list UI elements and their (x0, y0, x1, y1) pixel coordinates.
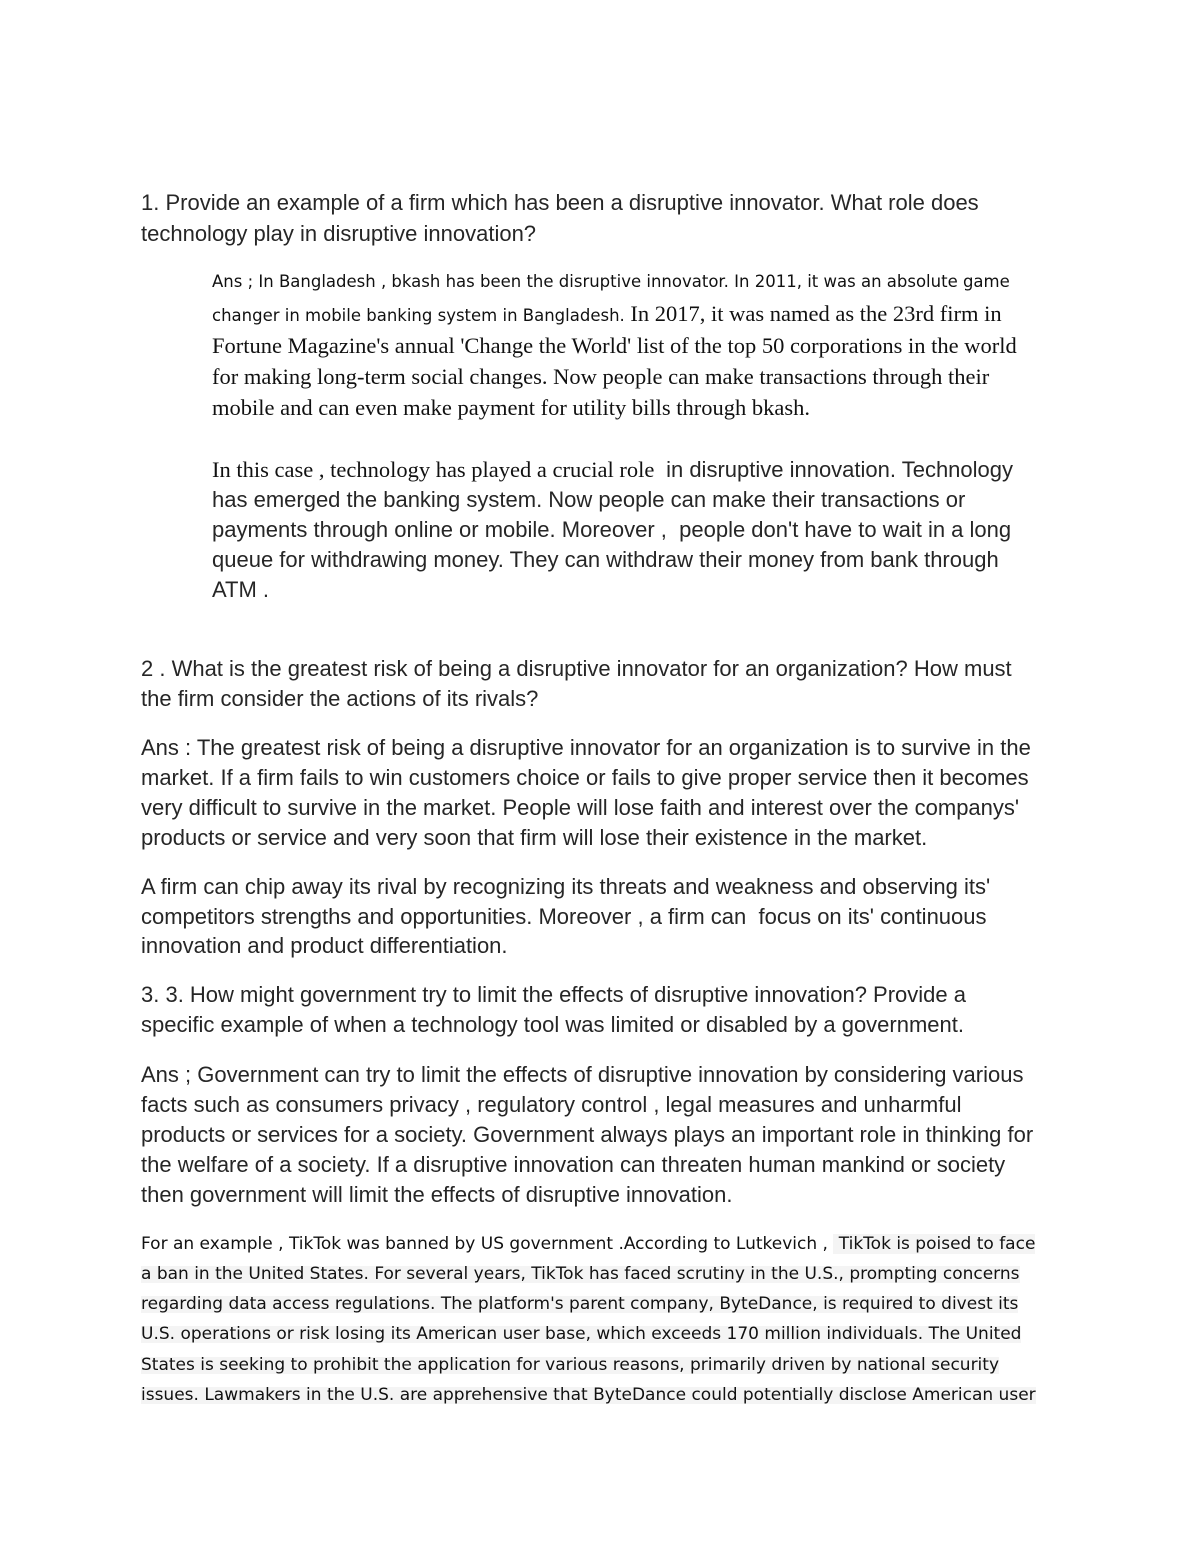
question-1-line: technology play in disruptive innovation? (141, 221, 537, 246)
answer-1-line (212, 303, 1002, 326)
question-3-line: specific example of when a technology tool was limited or disabled by a government. (141, 1012, 965, 1037)
answer-3-line: States is seeking to prohibit the application for various reasons, primarily driven by national security (141, 1355, 1000, 1375)
answer-1-line: has emerged the banking system. Now people can make their transactions or (212, 487, 966, 512)
answer-1-line (212, 459, 1013, 482)
answer-2-line: A firm can chip away its rival by recognizing its threats and weakness and observing its' (141, 874, 991, 899)
answer-3-line: then government will limit the effects of disruptive innovation. (141, 1182, 733, 1207)
question-3-line: 3. 3. How might government try to limit the effects of disruptive innovation? Provide a (141, 982, 966, 1007)
answer-3-line: U.S. operations or risk losing its American user base, which exceeds 170 million individuals. The United (141, 1324, 1022, 1344)
answer-1-line: mobile and can even make payment for utility bills through bkash. (212, 395, 810, 420)
answer-2-line: market. If a firm fails to win customers choice or fails to give proper service then it becomes (141, 765, 1029, 790)
question-2-line: the firm consider the actions of its rivals? (141, 686, 539, 711)
answer-1-line: ATM . (212, 577, 270, 602)
answer-3-line: the welfare of a society. If a disruptive innovation can threaten human mankind or society (141, 1152, 1006, 1177)
answer-1-fragment: changer in mobile banking system in Bangladesh. (212, 306, 625, 325)
answer-1-fragment: in disruptive innovation. Technology (659, 457, 1014, 482)
answer-3-fragment: TikTok is poised to face (833, 1234, 1036, 1254)
answer-2-line: competitors strengths and opportunities. Moreover , a firm can focus on its' continuous (141, 904, 987, 929)
answer-3-line (141, 1236, 1035, 1253)
answer-1-line: queue for withdrawing money. They can withdraw their money from bank through (212, 547, 999, 572)
answer-3-line: products or services for a society. Government always plays an important role in thinking for (141, 1122, 1034, 1147)
question-1-line: 1. Provide an example of a firm which has been a disruptive innovator. What role does (141, 190, 979, 215)
answer-3-line: regarding data access regulations. The platform's parent company, ByteDance, is required to divest its (141, 1294, 1019, 1314)
question-2-line: 2 . What is the greatest risk of being a disruptive innovator for an organization? How must (141, 656, 1012, 681)
answer-3-fragment: For an example , TikTok was banned by US government .According to Lutkevich , (141, 1234, 834, 1254)
answer-1-fragment: In this case , technology has played a crucial role (212, 457, 660, 482)
answer-3-line: Ans ; Government can try to limit the effects of disruptive innovation by considering various (141, 1062, 1024, 1087)
answer-3-line: issues. Lawmakers in the U.S. are apprehensive that ByteDance could potentially disclose American user (141, 1385, 1036, 1405)
answer-1-line: Ans ; In Bangladesh , bkash has been the disruptive innovator. In 2011, it was an absolute game (212, 272, 1010, 291)
answer-2-line: Ans : The greatest risk of being a disruptive innovator for an organization is to survive in the (141, 735, 1031, 760)
answer-3-line: a ban in the United States. For several years, TikTok has faced scrutiny in the U.S., prompting concerns (141, 1264, 1020, 1284)
answer-1-fragment: In 2017, it was named as the 23rd firm in (624, 301, 1002, 326)
answer-3-line: facts such as consumers privacy , regulatory control , legal measures and unharmful (141, 1092, 962, 1117)
answer-2-line: products or service and very soon that firm will lose their existence in the market. (141, 825, 928, 850)
answer-2-line: very difficult to survive in the market. People will lose faith and interest over the companys' (141, 795, 1020, 820)
answer-1-line: for making long-term social changes. Now people can make transactions through their (212, 364, 990, 389)
answer-1-line: Fortune Magazine's annual 'Change the World' list of the top 50 corporations in the world (212, 333, 1017, 358)
answer-1-line: payments through online or mobile. Moreover , people don't have to wait in a long (212, 517, 1012, 542)
answer-2-line: innovation and product differentiation. (141, 933, 508, 958)
